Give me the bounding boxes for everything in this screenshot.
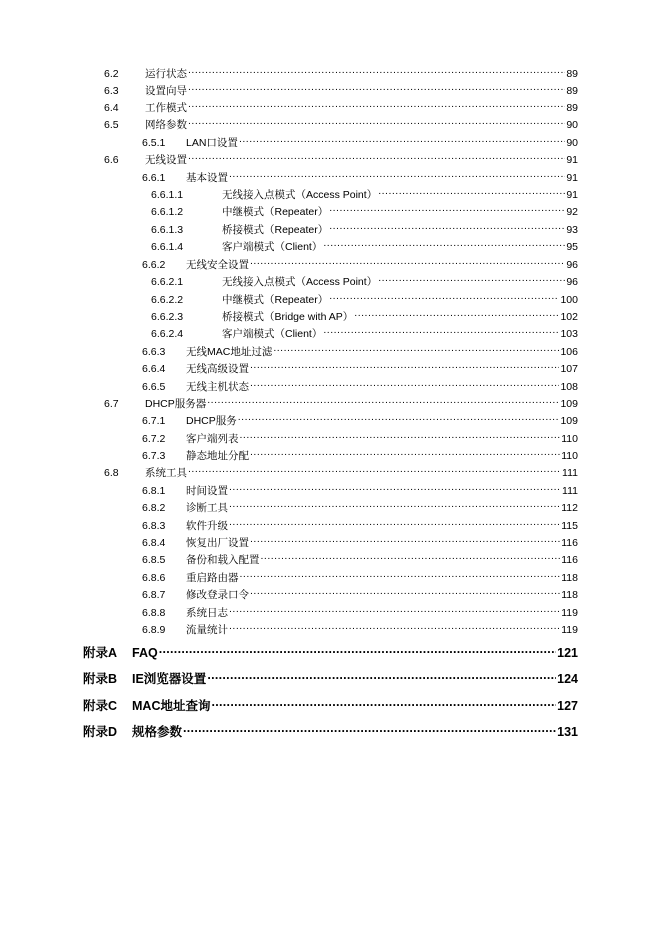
- toc-number: 6.5: [104, 119, 119, 131]
- toc-page: 108: [560, 381, 578, 393]
- toc-entry[interactable]: [142, 411, 578, 428]
- toc-number: 6.6: [104, 154, 119, 166]
- toc-entry[interactable]: [104, 64, 578, 81]
- toc-appendix-entry[interactable]: [83, 642, 578, 661]
- toc-entry[interactable]: [104, 463, 578, 480]
- toc-page: 109: [560, 398, 578, 410]
- leader-dots: [261, 550, 561, 563]
- toc-entry[interactable]: [142, 585, 578, 602]
- leader-dots: [229, 603, 560, 616]
- toc-title: 客户端模式（Client）: [222, 328, 323, 340]
- leader-dots: [378, 272, 565, 285]
- toc-entry[interactable]: [142, 168, 578, 185]
- toc-title: 中继模式（Repeater）: [222, 294, 329, 306]
- leader-dots: [250, 533, 560, 546]
- toc-number: 6.6.4: [142, 363, 166, 375]
- leader-dots: [250, 446, 560, 459]
- toc-number: 6.8.8: [142, 607, 166, 619]
- toc-number: 6.8.9: [142, 624, 166, 636]
- toc-page: 91: [566, 189, 578, 201]
- toc-title: 无线设置: [145, 154, 187, 166]
- toc-title: 修改登录口令: [186, 589, 249, 601]
- leader-dots: [183, 721, 556, 736]
- leader-dots: [250, 377, 559, 390]
- toc-title: DHCP服务器: [145, 398, 207, 410]
- toc-page: 119: [561, 607, 578, 619]
- toc-title: 静态地址分配: [186, 450, 249, 462]
- toc-page: 116: [561, 537, 578, 549]
- toc-page: 110: [561, 450, 578, 462]
- toc-entry[interactable]: [142, 516, 578, 533]
- leader-dots: [188, 115, 565, 128]
- toc-page: 93: [566, 224, 578, 236]
- toc-page: 107: [560, 363, 578, 375]
- toc-page: 111: [562, 485, 578, 497]
- toc-title: 无线主机状态: [186, 381, 249, 393]
- toc-title: 工作模式: [145, 102, 187, 114]
- toc-page: 119: [561, 624, 578, 636]
- toc-number: 6.8.7: [142, 589, 166, 601]
- toc-entry[interactable]: [151, 307, 578, 324]
- leader-dots: [323, 324, 559, 337]
- toc-title: 备份和载入配置: [186, 554, 260, 566]
- toc-title: 恢复出厂设置: [186, 537, 249, 549]
- toc-title: 客户端列表: [186, 433, 239, 445]
- toc-page: 89: [566, 85, 578, 97]
- toc-entry[interactable]: [151, 290, 578, 307]
- toc-entry[interactable]: [142, 481, 578, 498]
- toc-entry[interactable]: [104, 150, 578, 167]
- toc-page: 89: [566, 102, 578, 114]
- toc-number: 6.5.1: [142, 137, 166, 149]
- toc-number: 6.8.1: [142, 485, 166, 497]
- toc-entry[interactable]: [142, 359, 578, 376]
- toc-entry[interactable]: [142, 255, 578, 272]
- toc-number: 6.7.2: [142, 433, 166, 445]
- toc-number: 6.8.3: [142, 520, 166, 532]
- toc-entry[interactable]: [142, 446, 578, 463]
- toc-number: 附录B: [83, 672, 118, 686]
- toc-page: 110: [561, 433, 578, 445]
- toc-page: 124: [557, 672, 578, 686]
- toc-appendix-entry[interactable]: [83, 668, 578, 687]
- toc-appendix-entry[interactable]: [83, 695, 578, 714]
- toc-page: 115: [561, 520, 578, 532]
- toc-title: 无线安全设置: [186, 259, 249, 271]
- toc-title: 无线MAC地址过滤: [186, 346, 273, 358]
- toc-title: 网络参数: [145, 119, 187, 131]
- toc-number: 6.8.4: [142, 537, 166, 549]
- toc-title: 系统工具: [145, 467, 187, 479]
- toc-title: 流量统计: [186, 624, 228, 636]
- leader-dots: [329, 220, 565, 233]
- toc-number: 附录C: [83, 699, 118, 713]
- leader-dots: [250, 359, 559, 372]
- toc-page: 91: [566, 154, 578, 166]
- toc-number: 6.6.2.1: [151, 276, 184, 288]
- leader-dots: [229, 516, 560, 529]
- toc-number: 6.6.3: [142, 346, 166, 358]
- toc-number: 6.7.1: [142, 415, 166, 427]
- toc-entry[interactable]: [142, 342, 578, 359]
- toc-page: 106: [560, 346, 578, 358]
- toc-page: 116: [561, 554, 578, 566]
- leader-dots: [240, 429, 561, 442]
- toc-title: FAQ: [132, 646, 158, 660]
- leader-dots: [323, 237, 565, 250]
- toc-title: 软件升级: [186, 520, 228, 532]
- leader-dots: [240, 568, 561, 581]
- toc-number: 6.6.5: [142, 381, 166, 393]
- toc-title: 设置向导: [145, 85, 187, 97]
- leader-dots: [378, 185, 565, 198]
- toc-entry[interactable]: [151, 272, 578, 289]
- toc-title: 时间设置: [186, 485, 228, 497]
- toc-number: 6.6.1.2: [151, 206, 184, 218]
- toc-entry[interactable]: [142, 603, 578, 620]
- toc-page: 118: [561, 589, 578, 601]
- toc-number: 6.4: [104, 102, 119, 114]
- toc-page: 91: [566, 172, 578, 184]
- toc-page: 121: [557, 646, 578, 660]
- leader-dots: [354, 307, 559, 320]
- toc-page: 109: [560, 415, 578, 427]
- toc-entry[interactable]: [142, 498, 578, 515]
- leader-dots: [188, 150, 565, 163]
- toc-title: 中继模式（Repeater）: [222, 206, 329, 218]
- toc-title: 运行状态: [145, 68, 187, 80]
- toc-page: 103: [560, 328, 578, 340]
- toc-title: 系统日志: [186, 607, 228, 619]
- toc-entry[interactable]: [142, 133, 578, 150]
- leader-dots: [239, 133, 565, 146]
- toc-entry[interactable]: [142, 620, 578, 637]
- toc-title: 客户端模式（Client）: [222, 241, 323, 253]
- toc-entry[interactable]: [142, 429, 578, 446]
- toc-title: 无线接入点模式（Access Point）: [222, 189, 378, 201]
- toc-number: 6.6.1.1: [151, 189, 184, 201]
- toc-entry[interactable]: [104, 98, 578, 115]
- toc-number: 6.8: [104, 467, 119, 479]
- toc-page: 92: [566, 206, 578, 218]
- toc-page: 90: [566, 137, 578, 149]
- toc-page: 90: [566, 119, 578, 131]
- toc-entry[interactable]: [142, 377, 578, 394]
- toc-page: 112: [561, 502, 578, 514]
- leader-dots: [229, 168, 565, 181]
- toc-entry[interactable]: [151, 220, 578, 237]
- toc-number: 附录A: [83, 646, 118, 660]
- leader-dots: [250, 585, 560, 598]
- leader-dots: [211, 695, 556, 710]
- toc-page: 96: [566, 259, 578, 271]
- toc-title: 无线高级设置: [186, 363, 249, 375]
- toc-page: 111: [562, 467, 578, 479]
- toc-number: 6.2: [104, 68, 119, 80]
- toc-title: 基本设置: [186, 172, 228, 184]
- leader-dots: [188, 98, 565, 111]
- toc-title: IE浏览器设置: [132, 672, 207, 686]
- leader-dots: [188, 64, 565, 77]
- toc-number: 附录D: [83, 725, 118, 739]
- toc-title: 规格参数: [132, 725, 183, 739]
- toc-title: 重启路由器: [186, 572, 239, 584]
- toc-number: 6.8.6: [142, 572, 166, 584]
- toc-title: 桥接模式（Bridge with AP）: [222, 311, 354, 323]
- leader-dots: [229, 481, 561, 494]
- leader-dots: [273, 342, 559, 355]
- toc-number: 6.8.5: [142, 554, 166, 566]
- toc-page: 127: [557, 699, 578, 713]
- toc-number: 6.3: [104, 85, 119, 97]
- toc-entry[interactable]: [104, 81, 578, 98]
- leader-dots: [229, 498, 560, 511]
- toc-title: 无线接入点模式（Access Point）: [222, 276, 378, 288]
- leader-dots: [329, 202, 565, 215]
- toc-entry[interactable]: [142, 568, 578, 585]
- toc-page: 118: [561, 572, 578, 584]
- toc-title: LAN口设置: [186, 137, 238, 149]
- toc-entry[interactable]: [151, 202, 578, 219]
- leader-dots: [250, 255, 565, 268]
- leader-dots: [207, 668, 556, 683]
- toc-entry[interactable]: [104, 394, 578, 411]
- leader-dots: [229, 620, 560, 633]
- toc-title: 桥接模式（Repeater）: [222, 224, 329, 236]
- toc-page: 100: [560, 294, 578, 306]
- leader-dots: [188, 463, 561, 476]
- toc-title: MAC地址查询: [132, 699, 211, 713]
- toc-number: 6.6.2: [142, 259, 166, 271]
- toc-title: DHCP服务: [186, 415, 237, 427]
- toc-entry[interactable]: [104, 115, 578, 132]
- toc-entry[interactable]: [151, 237, 578, 254]
- toc-number: 6.6.1: [142, 172, 166, 184]
- toc-number: 6.6.1.3: [151, 224, 184, 236]
- toc-page: 95: [566, 241, 578, 253]
- toc-number: 6.6.1.4: [151, 241, 184, 253]
- toc-number: 6.8.2: [142, 502, 166, 514]
- leader-dots: [329, 290, 559, 303]
- toc-appendix-entry[interactable]: [83, 721, 578, 740]
- toc-entry[interactable]: [142, 550, 578, 567]
- toc-page: 131: [557, 725, 578, 739]
- toc-number: 6.6.2.4: [151, 328, 184, 340]
- leader-dots: [207, 394, 559, 407]
- toc-entry[interactable]: [142, 533, 578, 550]
- toc-number: 6.6.2.2: [151, 294, 184, 306]
- leader-dots: [159, 642, 556, 657]
- toc-number: 6.6.2.3: [151, 311, 184, 323]
- toc-title: 诊断工具: [186, 502, 228, 514]
- leader-dots: [238, 411, 560, 424]
- toc-page: 102: [560, 311, 578, 323]
- toc-entry[interactable]: [151, 185, 578, 202]
- toc-page: 89: [566, 68, 578, 80]
- toc-page: 96: [566, 276, 578, 288]
- leader-dots: [188, 81, 565, 94]
- toc-number: 6.7.3: [142, 450, 166, 462]
- toc-entry[interactable]: [151, 324, 578, 341]
- toc-number: 6.7: [104, 398, 119, 410]
